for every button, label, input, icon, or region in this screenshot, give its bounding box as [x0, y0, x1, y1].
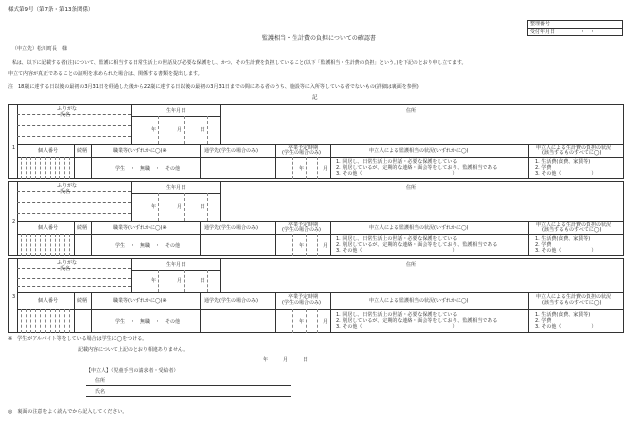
applicant-name-label: 氏名 [95, 389, 106, 395]
address-label: 住所 [406, 262, 417, 268]
cost-header-sub: (該当するものすべてに◯) [542, 227, 602, 233]
birthdate-label: 生年月日 [166, 108, 187, 114]
declaration: 記載内容について上記のとおり相違ありません。 [78, 347, 189, 353]
back-note: ◎ 裏面の注意をよく読んでから記入してください。 [8, 409, 128, 415]
personal-number-label: 個人番号 [38, 225, 59, 231]
occupation-label: 職業等(いずれかに◯)※ [113, 225, 167, 231]
grad-month: 月 [323, 319, 329, 325]
relationship-label: 続柄 [77, 298, 88, 304]
care-option-1[interactable]: 1. 同居し、日常生活上の世話・必要な保護をしている [336, 312, 458, 318]
graduation-sublabel: (学生の場合のみ) [282, 150, 321, 156]
grad-year: 年 [299, 166, 305, 172]
grad-month: 月 [323, 166, 329, 172]
cost-option-2[interactable]: 2. 学費 [535, 165, 552, 171]
relationship-label: 続柄 [77, 225, 88, 231]
receipt-date-dots: ・ ・ [580, 29, 596, 35]
intro-line-1: 私は、以下に記載する者(注)について、監護に相当する日常生活上の世話及び必要な保護をし、かつ、その生計費を負担していること(以下「監護相当・生計費の負担」という。)を下記のとおり申し立てます。 [12, 60, 467, 66]
name-label: 氏名 [60, 112, 71, 118]
graduation-label: 卒業予定時期 [288, 294, 319, 300]
occupation-label: 職業等(いずれかに◯)※ [113, 298, 167, 304]
day-label: 日 [200, 204, 206, 210]
care-option-3[interactable]: 3. その他（ ） [336, 171, 458, 177]
occupation-options[interactable]: 学生 ・ 無職 ・ その他 [115, 243, 181, 249]
graduation-label: 卒業予定時期 [288, 145, 319, 151]
cost-option-3[interactable]: 3. その他（ ） [535, 324, 597, 330]
entry-block-1 [8, 104, 624, 179]
occupation-options[interactable]: 学生 ・ 無職 ・ その他 [115, 319, 181, 325]
row-number: 2 [12, 219, 16, 225]
row-number: 1 [12, 145, 16, 151]
applicant-address-line[interactable] [86, 385, 291, 386]
year-label: 年 [151, 127, 157, 133]
name-label: 氏名 [60, 266, 71, 272]
furigana-label: ふりがな [57, 106, 78, 112]
personal-number-boxes[interactable] [17, 157, 74, 179]
ki-heading: 記 [312, 95, 318, 101]
care-option-3[interactable]: 3. その他（ ） [336, 324, 458, 330]
care-option-1[interactable]: 1. 同居し、日常生活上の世話・必要な保護をしている [336, 159, 458, 165]
care-header: 申立人による監護相当の状況(いずれかに◯) [369, 148, 469, 154]
receipt-date-label: 受付年月日 [530, 29, 556, 35]
graduation-sublabel: (学生の場合のみ) [282, 227, 321, 233]
care-option-1[interactable]: 1. 同居し、日常生活上の世話・必要な保護をしている [336, 236, 458, 242]
address-label: 住所 [406, 185, 417, 191]
care-option-2[interactable]: 2. 別居しているが、定期的な連絡・面会等をしており、監護相当である [336, 165, 498, 171]
cost-header: 申立人による生計費の負担の状況 [536, 222, 612, 228]
cost-option-1[interactable]: 1. 生活費(食費、家賃等) [535, 159, 591, 165]
form-code: 様式第9号（第7条・第13条関係） [8, 7, 94, 13]
cost-option-2[interactable]: 2. 学費 [535, 318, 552, 324]
birthdate-label: 生年月日 [166, 185, 187, 191]
row-number: 3 [12, 294, 16, 300]
graduation-sublabel: (学生の場合のみ) [282, 300, 321, 306]
graduation-label: 卒業予定時期 [288, 222, 319, 228]
cost-header-sub: (該当するものすべてに◯) [542, 150, 602, 156]
student-footnote: ※ 学生がアルバイト等をしている場合は学生に◯をつける。 [8, 336, 148, 342]
relationship-label: 続柄 [77, 148, 88, 154]
cost-header-sub: (該当するものすべてに◯) [542, 300, 602, 306]
birthdate-label: 生年月日 [166, 262, 187, 268]
personal-number-boxes[interactable] [17, 309, 74, 333]
cost-option-1[interactable]: 1. 生活費(食費、家賃等) [535, 236, 591, 242]
grad-year: 年 [299, 319, 305, 325]
personal-number-boxes[interactable] [17, 234, 74, 256]
cost-option-3[interactable]: 3. その他（ ） [535, 171, 597, 177]
cost-header: 申立人による生計費の負担の状況 [536, 294, 612, 300]
cost-option-3[interactable]: 3. その他（ ） [535, 248, 597, 254]
document-title: 監護相当・生計費の負担についての確認書 [262, 35, 376, 42]
personal-number-label: 個人番号 [38, 298, 59, 304]
furigana-label: ふりがな [57, 260, 78, 266]
occupation-label: 職業等(いずれかに◯)※ [113, 148, 167, 154]
year-label: 年 [151, 278, 157, 284]
cost-option-2[interactable]: 2. 学費 [535, 242, 552, 248]
personal-number-label: 個人番号 [38, 148, 59, 154]
cost-option-1[interactable]: 1. 生活費(食費、家賃等) [535, 312, 591, 318]
school-label: 通学先(学生の場合のみ) [204, 298, 258, 304]
school-label: 通学先(学生の場合のみ) [204, 225, 258, 231]
month-label: 月 [177, 127, 183, 133]
grad-month: 月 [323, 243, 329, 249]
care-header: 申立人による監護相当の状況(いずれかに◯) [369, 298, 469, 304]
care-option-2[interactable]: 2. 別居しているが、定期的な連絡・面会等をしており、監護相当である [336, 242, 498, 248]
month-label: 月 [177, 278, 183, 284]
grad-year: 年 [299, 243, 305, 249]
date-line[interactable]: 年 月 日 [263, 357, 309, 363]
applicant-address-label: 住所 [95, 378, 106, 384]
cost-header: 申立人による生計費の負担の状況 [536, 145, 612, 151]
address-label: 住所 [406, 108, 417, 114]
reference-number-label: 整理番号 [530, 21, 551, 27]
addressee: （申立先）松川町長 様 [12, 46, 68, 52]
care-option-3[interactable]: 3. その他（ ） [336, 248, 458, 254]
applicant-name-line[interactable] [86, 396, 291, 397]
month-label: 月 [177, 204, 183, 210]
entry-block-2 [8, 181, 624, 256]
note-text: 注 18歳に達する日以後の最初の3月31日を経過した後から22歳に達する日以後の最初の3月31日までの間にある者のうち、施設等に入所等している者でないもの(詳細は裏面を参照) [8, 84, 419, 90]
applicant-label: 【申立人】（児童手当の請求者・受給者） [86, 368, 179, 374]
school-label: 通学先(学生の場合のみ) [204, 148, 258, 154]
name-label: 氏名 [60, 189, 71, 195]
care-option-2[interactable]: 2. 別居しているが、定期的な連絡・面会等をしており、監護相当である [336, 318, 498, 324]
year-label: 年 [151, 204, 157, 210]
care-header: 申立人による監護相当の状況(いずれかに◯) [369, 225, 469, 231]
day-label: 日 [200, 127, 206, 133]
intro-line-2: 申立て内容が真正であることの証明を求められた場合は、関係する書類を提出します。 [8, 71, 203, 77]
occupation-options[interactable]: 学生 ・ 無職 ・ その他 [115, 166, 181, 172]
day-label: 日 [200, 278, 206, 284]
furigana-label: ふりがな [57, 183, 78, 189]
